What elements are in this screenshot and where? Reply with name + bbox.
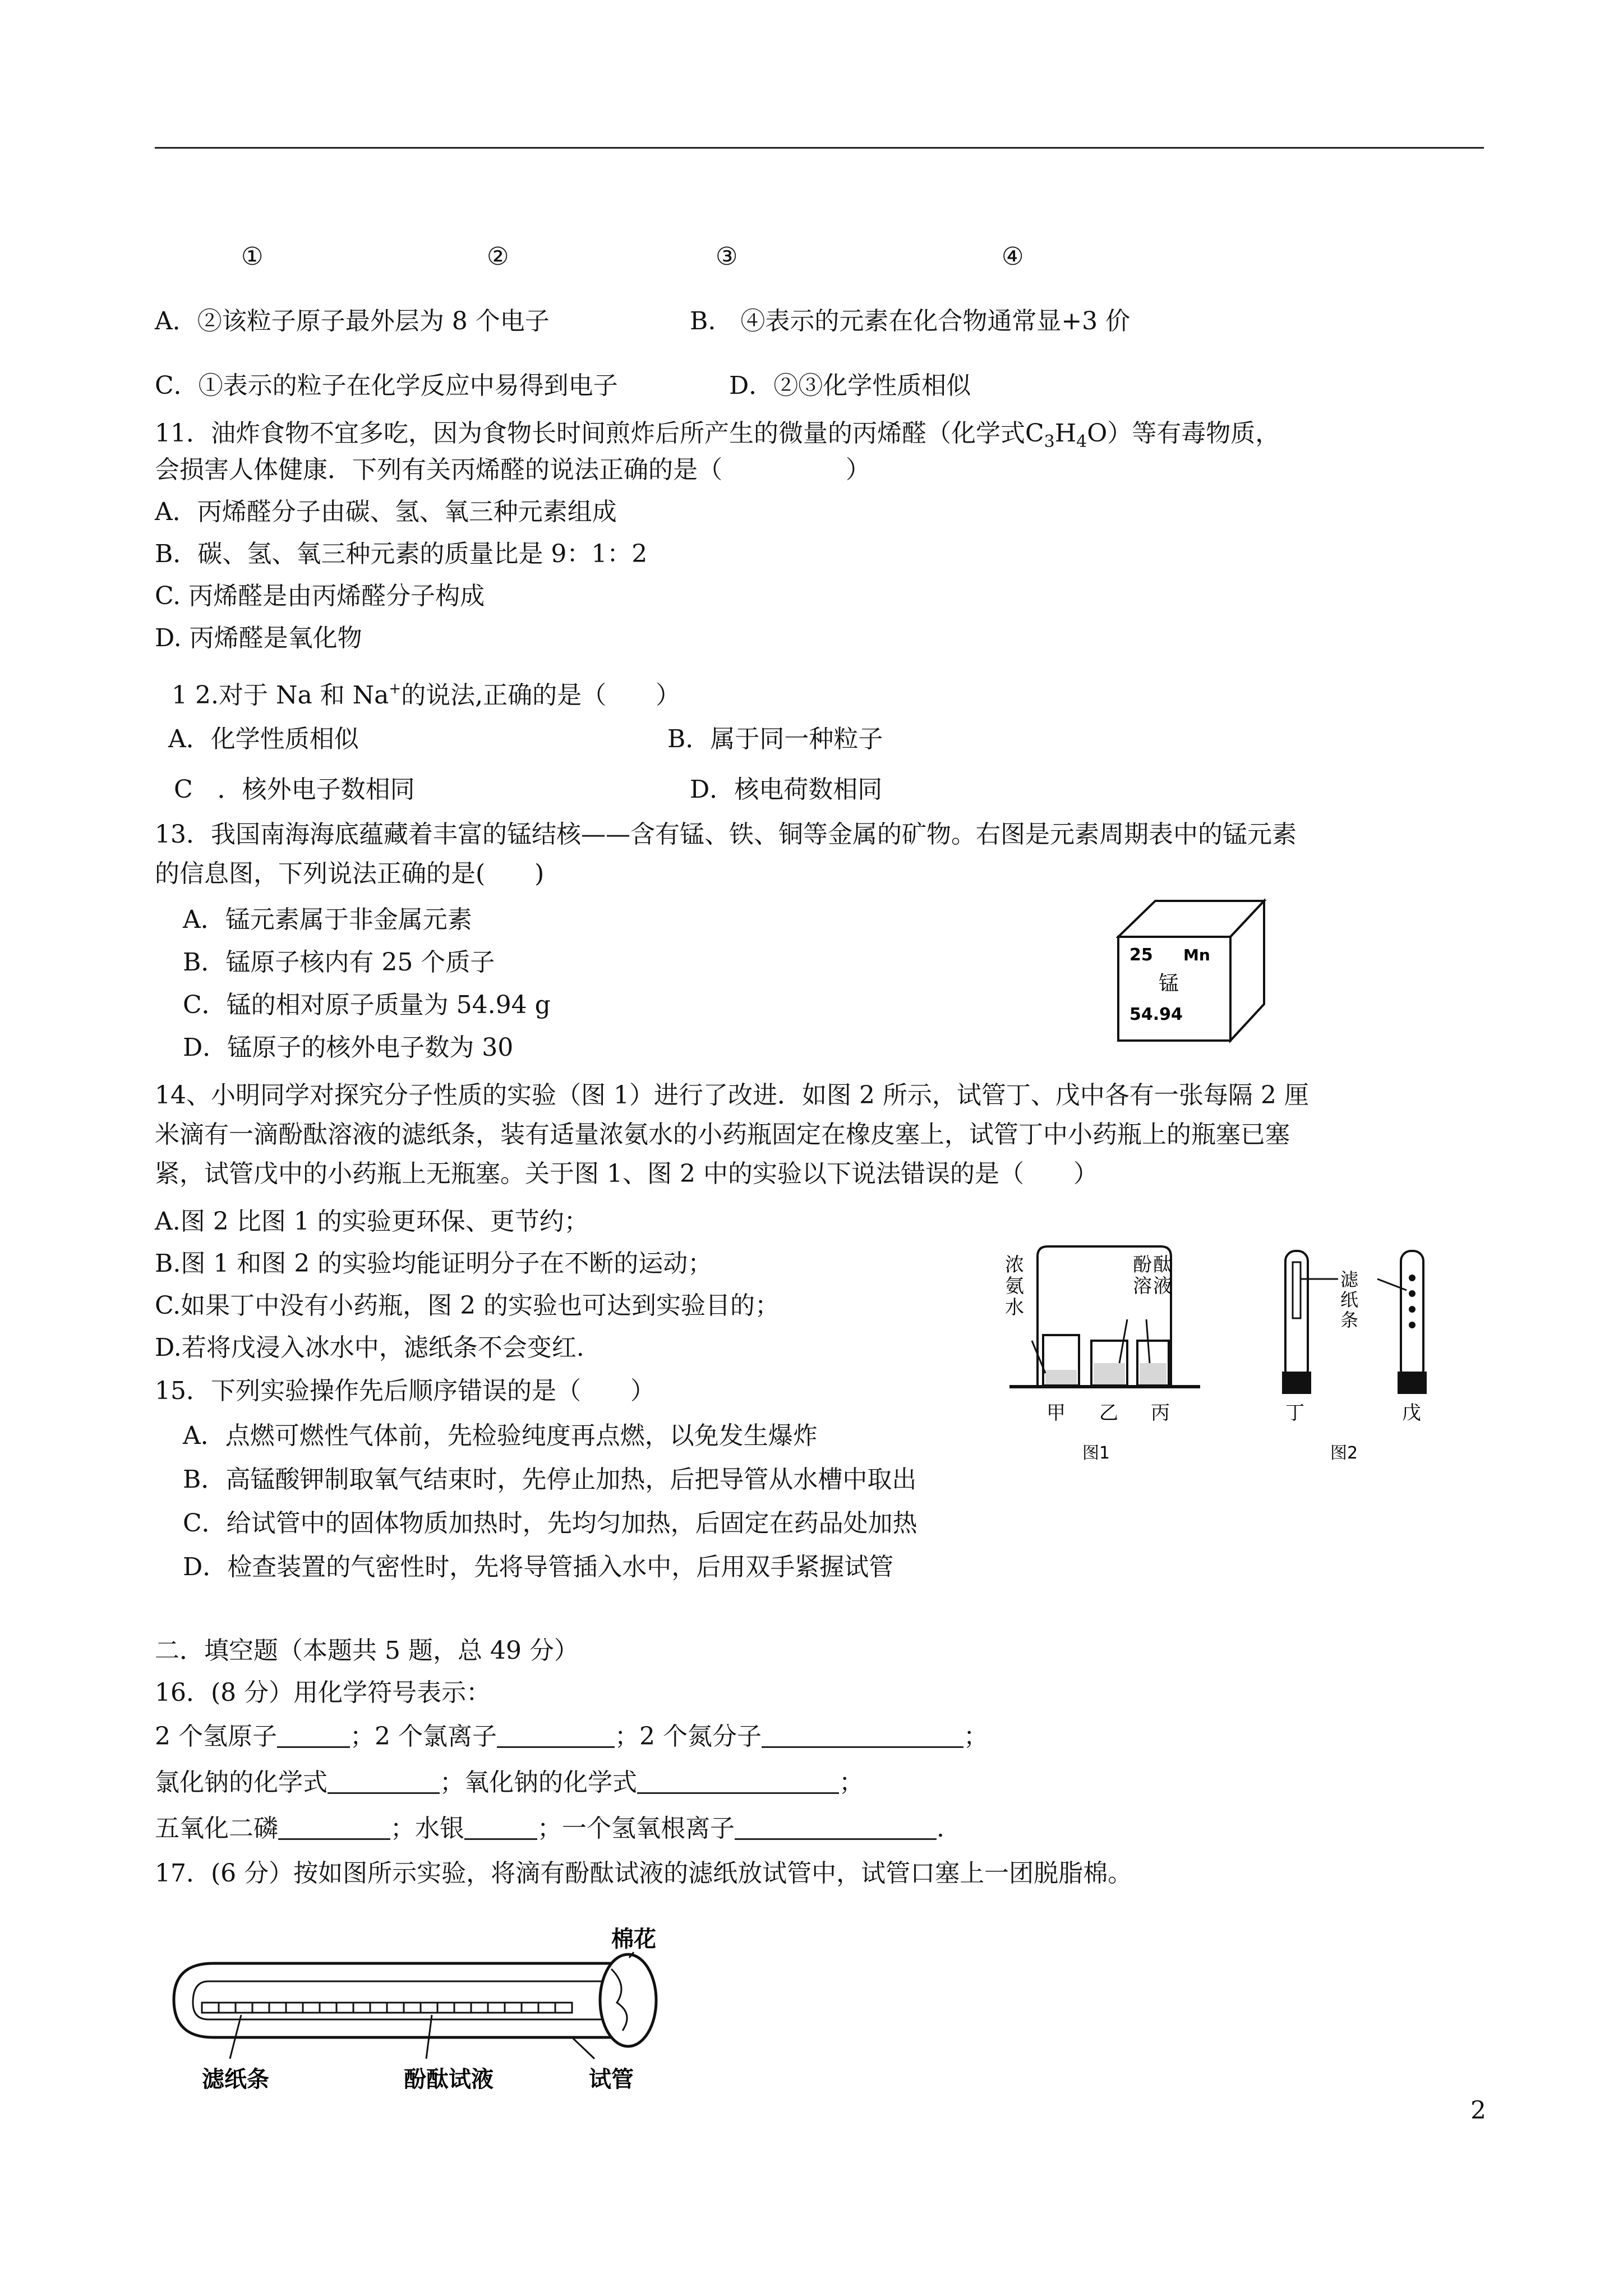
q16-na2o-formula: ；氧化钠的化学式 [440, 1768, 637, 1797]
q16-mercury: ；水银 [390, 1814, 464, 1843]
beaker-yi-liquid [1094, 1363, 1125, 1384]
q14-stem-line2: 米滴有一滴酚酞溶液的滤纸条，装有适量浓氨水的小药瓶固定在橡皮塞上，试管丁中小药瓶上的瓶塞已塞 [155, 1120, 1290, 1149]
q16-blank-3[interactable] [762, 1724, 963, 1748]
q14-option-b: B.图 1 和图 2 的实验均能证明分子在不断的运动； [155, 1249, 713, 1278]
label-cotton: 棉花 [611, 1926, 656, 1952]
q13-stem-line1: 13．我国南海海底蕴藏着丰富的锰结核——含有锰、铁、铜等金属的矿物。右图是元素周期表中的锰元素 [155, 820, 1297, 849]
label-an: 氨 [1005, 1275, 1024, 1297]
element-mass: 54.94 [1129, 1005, 1183, 1024]
q16-row3-end: . [937, 1814, 944, 1843]
element-symbol: Mn [1183, 946, 1210, 964]
q11-stem-pre: 11．油炸食物不宜多吃，因为食物长时间煎炸后所产生的微量的丙烯醛（化学式 [155, 419, 1025, 448]
header-rule [155, 147, 1484, 149]
q16-row1 [155, 1721, 988, 1752]
q16-hydrogen-atoms: 2 个氢原子 [155, 1722, 277, 1751]
manganese-element-box [1116, 898, 1267, 1043]
label-ye: 液 [1153, 1275, 1172, 1297]
label-tiao: 条 [1340, 1309, 1359, 1331]
drop-1 [1409, 1274, 1415, 1281]
q16-chloride-ions: ；2 个氯离子 [349, 1722, 497, 1751]
q10-label-2: ② [487, 242, 509, 271]
element-name: 锰 [1159, 972, 1179, 995]
q16-row1-end: ； [963, 1722, 988, 1751]
pointer-tube [572, 2037, 594, 2059]
page-number: 2 [1470, 2096, 1486, 2125]
q14-stem-line3: 紧，试管戊中的小药瓶上无瓶塞。关于图 1、图 2 中的实验以下说法错误的是（ ） [155, 1159, 1098, 1188]
label-ding: 丁 [1285, 1402, 1304, 1424]
q16-row2-end: ； [839, 1768, 864, 1797]
q10-option-d: D．②③化学性质相似 [729, 371, 971, 400]
q16-row2 [155, 1767, 864, 1798]
q14-option-c: C.如果丁中没有小药瓶，图 2 的实验也可达到实验目的； [155, 1291, 780, 1320]
tube-wu [1401, 1251, 1423, 1380]
q11-option-c: C. 丙烯醛是由丙烯醛分子构成 [155, 582, 485, 610]
phenolphthalein-drops [219, 2003, 555, 2013]
label-wu: 戊 [1402, 1402, 1421, 1424]
q16-nacl-formula: 氯化钠的化学式 [155, 1768, 328, 1797]
q10-option-a: A．②该粒子原子最外层为 8 个电子 [155, 307, 550, 335]
formula-h: H [1054, 419, 1077, 448]
q16-blank-5[interactable] [637, 1770, 839, 1794]
q17-stem: 17．(6 分）按如图所示实验，将滴有酚酞试液的滤纸放试管中，试管口塞上一团脱脂棉。 [155, 1859, 1133, 1888]
q15-option-c: C．给试管中的固体物质加热时，先均匀加热，后固定在药品处加热 [183, 1509, 917, 1538]
formula-sub-4: 4 [1076, 432, 1087, 452]
q16-blank-6[interactable] [278, 1816, 390, 1840]
q12-option-c: C ．核外电子数相同 [174, 775, 415, 804]
label-zhi: 纸 [1340, 1289, 1359, 1310]
drop-4 [1409, 1322, 1415, 1328]
label-lv: 滤 [1340, 1269, 1359, 1290]
label-figure1: 图1 [1082, 1443, 1110, 1463]
q16-stem: 16．(8 分）用化学符号表示： [155, 1678, 491, 1707]
q10-option-b: B. ④表示的元素在化合物通常显+3 价 [690, 307, 1131, 335]
q16-nitrogen-molecules: ；2 个氮分子 [614, 1722, 762, 1751]
drop-3 [1409, 1306, 1415, 1313]
q11-formula [1025, 419, 1108, 452]
figure2-test-tubes [1282, 1251, 1427, 1463]
q14-option-a: A.图 2 比图 1 的实验更环保、更节约； [155, 1207, 589, 1236]
q12-option-a: A．化学性质相似 [168, 725, 359, 753]
q12-option-b: B．属于同一种粒子 [667, 725, 883, 753]
label-tai: 酞 [1153, 1254, 1172, 1276]
q16-p2o5: 五氧化二磷 [155, 1814, 278, 1843]
q13-option-a: A．锰元素属于非金属元素 [183, 905, 472, 934]
q16-blank-2[interactable] [497, 1724, 615, 1748]
q10-label-3: ③ [716, 242, 738, 271]
label-jia: 甲 [1046, 1402, 1066, 1424]
beaker-jia-liquid [1045, 1370, 1077, 1384]
q12-stem-post: 的说法,正确的是（ ） [401, 681, 681, 710]
q16-row3 [155, 1813, 944, 1844]
section-2-heading: 二．填空题（本题共 5 题，总 49 分） [155, 1636, 579, 1665]
q14-apparatus-figure [998, 1223, 1486, 1475]
q16-blank-7[interactable] [464, 1816, 537, 1840]
q15-option-d: D．检查装置的气密性时，先将导管插入水中，后用双手紧握试管 [183, 1553, 894, 1581]
q13-option-d: D．锰原子的核外电子数为 30 [183, 1033, 514, 1062]
q15-option-a: A．点燃可燃性气体前，先检验纯度再点燃，以免发生爆炸 [183, 1421, 818, 1450]
q14-option-d: D.若将戊浸入冰水中，滤纸条不会变红. [155, 1333, 584, 1362]
element-number: 25 [1129, 945, 1153, 965]
strip-ding [1293, 1262, 1301, 1318]
label-figure2: 图2 [1330, 1443, 1358, 1463]
stopper-wu [1398, 1372, 1427, 1394]
label-test-tube: 试管 [589, 2067, 634, 2092]
label-phenolphthalein: 酚酞试液 [404, 2067, 494, 2092]
test-tube-outline [174, 1963, 611, 2037]
formula-c: C [1025, 419, 1044, 448]
q12-sup-plus: + [389, 680, 402, 697]
beaker-bing-liquid [1140, 1363, 1166, 1384]
q13-option-c: C．锰的相对原子质量为 54.94 g [183, 991, 551, 1019]
q12-stem [172, 673, 680, 711]
q16-blank-4[interactable] [328, 1770, 440, 1794]
q15-stem: 15．下列实验操作先后顺序错误的是（ ） [155, 1377, 655, 1405]
q11-stem-line2: 会损害人体健康．下列有关丙烯醛的说法正确的是（ ） [155, 455, 870, 484]
q12-stem-pre: 1 2.对于 Na 和 Na [172, 681, 389, 710]
q13-stem-line2: 的信息图，下列说法正确的是( ) [155, 859, 545, 888]
q11-option-b: B．碳、氢、氧三种元素的质量比是 9：1：2 [155, 540, 648, 568]
q11-stem-post: ）等有毒物质， [1107, 419, 1280, 448]
label-fen: 酚 [1133, 1254, 1152, 1276]
q10-option-c: C．①表示的粒子在化学反应中易得到电子 [155, 371, 618, 400]
label-filter-strip: 滤纸条 [202, 2067, 269, 2092]
q16-blank-1[interactable] [277, 1724, 350, 1748]
q11-option-d: D. 丙烯醛是氧化物 [155, 624, 362, 652]
q14-stem-line1: 14、小明同学对探究分子性质的实验（图 1）进行了改进．如图 2 所示，试管丁、戊中各有一张每隔 2 厘 [155, 1081, 1309, 1110]
q12-option-d: D．核电荷数相同 [690, 775, 883, 804]
cotton-plug [600, 1954, 656, 2046]
q13-option-b: B．锰原子核内有 25 个质子 [183, 948, 495, 977]
q16-hydroxide-ion: ；一个氢氧根离子 [537, 1814, 735, 1843]
q15-option-b: B．高锰酸钾制取氧气结束时，先停止加热，后把导管从水槽中取出 [183, 1465, 917, 1494]
label-yi: 乙 [1099, 1402, 1118, 1424]
label-nong: 浓 [1005, 1254, 1024, 1276]
q10-label-1: ① [241, 242, 264, 271]
q16-blank-8[interactable] [735, 1816, 937, 1840]
figure1-bell-jar [1005, 1246, 1200, 1463]
stopper-ding [1282, 1372, 1311, 1394]
drop-2 [1409, 1290, 1415, 1297]
formula-sub-3: 3 [1044, 432, 1055, 452]
q10-label-4: ④ [1002, 242, 1024, 271]
test-tube-inner [193, 1981, 607, 2019]
q17-test-tube-figure [168, 1918, 707, 2104]
q11-stem-line1 [155, 418, 1280, 458]
formula-o: O [1087, 419, 1108, 448]
label-shui: 水 [1005, 1296, 1024, 1319]
label-bing: 丙 [1151, 1402, 1170, 1424]
label-rong: 溶 [1133, 1275, 1152, 1297]
q11-option-a: A．丙烯醛分子由碳、氢、氧三种元素组成 [155, 498, 617, 526]
